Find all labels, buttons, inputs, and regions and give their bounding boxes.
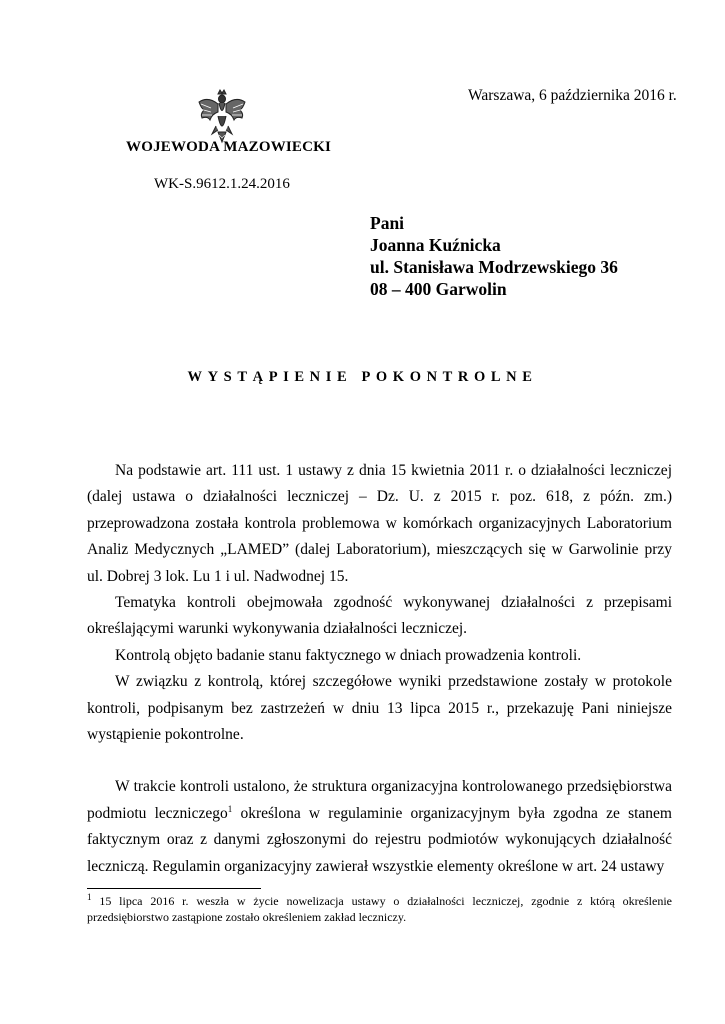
issuing-office: WOJEWODA MAZOWIECKI <box>126 139 332 155</box>
body-paragraph <box>87 774 672 880</box>
recipient-salutation: Pani <box>370 213 405 233</box>
body-paragraph-text: określona w regulaminie organizacyjnym była zgodna ze stanem faktycznym oraz z danymi zgłoszonymi do rejestru podmiotów wykonujących działalność leczniczą. Regulamin organizacyjny zawierał wszystkie elementy określone w art. 24 ustawy <box>87 804 672 875</box>
reference-number: WK-S.9612.1.24.2016 <box>154 176 290 192</box>
document-body <box>87 458 672 880</box>
body-paragraph: Na podstawie art. 111 ust. 1 ustawy z dnia 15 kwietnia 2011 r. o działalności leczniczej (dalej ustawa o działalności leczniczej – Dz. U. z 2015 r. poz. 618, z późn. zm.) przeprowadzona została kontrola problemowa w komórkach organizacyjnych Laboratorium Analiz Medycznych „LAMED” (dalej Laboratorium), mieszczących się w Garwolinie przy ul. Dobrej 3 lok. Lu 1 i ul. Nadwodnej 15. <box>87 462 672 585</box>
recipient-name: Joanna Kuźnicka <box>370 235 501 255</box>
polish-eagle-emblem <box>196 88 248 144</box>
footnote-reference: 1 <box>227 803 233 814</box>
recipient-street: ul. Stanisława Modrzewskiego 36 <box>370 257 618 277</box>
body-paragraph-text: W trakcie kontroli ustalono, że struktura organizacyjna kontrolowanego przedsiębiorstwa podmiotu leczniczego <box>87 778 672 822</box>
footnote-text: 15 lipca 2016 r. weszła w życie nowelizacja ustawy o działalności leczniczej, zgodnie z którą określenie przedsiębiorstwo zastąpione zostało określeniem zakład leczniczy. <box>87 894 672 924</box>
body-paragraph: Tematyka kontroli obejmowała zgodność wykonywanej działalności z przepisami określającymi warunki wykonywania działalności leczniczej. <box>87 594 672 638</box>
body-paragraph: Kontrolą objęto badanie stanu faktycznego w dniach prowadzenia kontroli. <box>115 646 582 664</box>
footnote-marker: 1 <box>87 892 92 902</box>
footnote <box>87 893 672 925</box>
body-paragraph: W związku z kontrolą, której szczegółowe wyniki przedstawione zostały w protokole kontroli, podpisanym bez zastrzeżeń w dniu 13 lipca 2015 r., przekazuję Pani niniejsze wystąpienie pokontrolne. <box>87 673 672 744</box>
document-title: WYSTĄPIENIE POKONTROLNE <box>187 369 538 385</box>
recipient-postal-city: 08 – 400 Garwolin <box>370 279 507 299</box>
document-date: Warszawa, 6 października 2016 r. <box>468 87 677 104</box>
footnote-separator <box>87 888 261 889</box>
recipient-address <box>370 212 618 300</box>
